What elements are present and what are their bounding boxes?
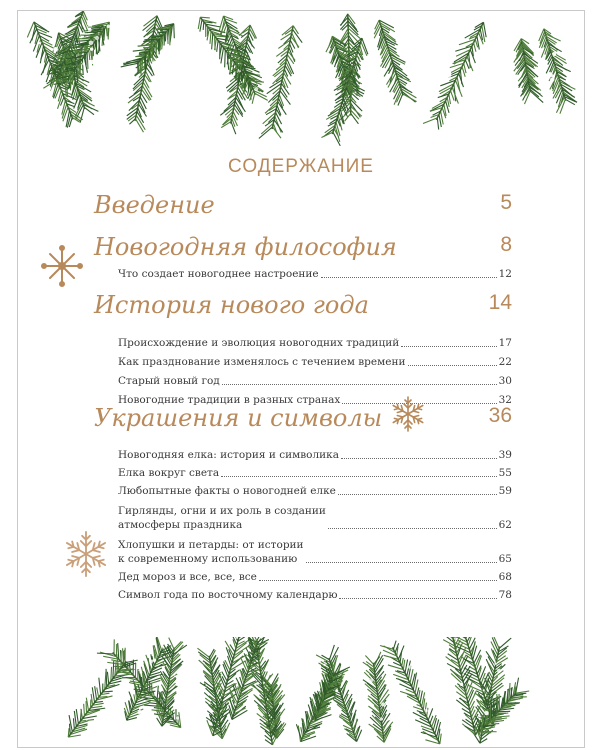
entry-page-number: 62 bbox=[498, 519, 512, 531]
leader-dots bbox=[338, 494, 497, 495]
leader-dots bbox=[321, 277, 497, 278]
entry-page-number: 78 bbox=[498, 589, 512, 601]
section-page-number: 36 bbox=[488, 404, 512, 427]
entry-title: Символ года по восточному календарю bbox=[118, 589, 338, 601]
leader-dots bbox=[341, 458, 497, 459]
section-title: История нового года bbox=[94, 291, 369, 319]
pine-garland-bottom bbox=[18, 637, 584, 747]
section-title: Введение bbox=[94, 191, 215, 219]
book-page bbox=[17, 10, 585, 748]
entry-title: Елка вокруг света bbox=[118, 467, 220, 479]
toc-entry[interactable] bbox=[118, 480, 512, 498]
entry-title: Хлопушки и петарды: от истории к современному использованию bbox=[118, 539, 304, 565]
leader-dots bbox=[259, 580, 497, 581]
toc-entry[interactable] bbox=[118, 331, 512, 350]
entry-title: Происхождение и эволюция новогодних традиций bbox=[118, 337, 400, 349]
toc-entry[interactable] bbox=[118, 566, 512, 584]
section-page-number: 8 bbox=[500, 233, 512, 256]
leader-dots bbox=[339, 598, 496, 599]
toc-entry[interactable] bbox=[118, 532, 512, 566]
entry-title: Любопытные факты о новогодней елке bbox=[118, 485, 336, 497]
entry-title: Старый новый год bbox=[118, 375, 220, 387]
section-page-number: 5 bbox=[500, 191, 512, 214]
section-page-number: 14 bbox=[488, 291, 512, 314]
entry-page-number: 12 bbox=[498, 268, 512, 280]
entry-title: Новогодняя елка: история и символика bbox=[118, 449, 339, 461]
section-heading[interactable] bbox=[94, 404, 512, 438]
toc-section bbox=[94, 191, 512, 225]
section-heading[interactable] bbox=[94, 291, 512, 325]
entry-page-number: 55 bbox=[498, 467, 512, 479]
toc-entry[interactable] bbox=[118, 584, 512, 602]
entry-title: Гирлянды, огни и их роль в создании атмосферы праздника bbox=[118, 505, 326, 531]
entry-title: Что создает новогоднее настроение bbox=[118, 268, 319, 280]
section-heading[interactable] bbox=[94, 191, 512, 225]
snowflake-icon bbox=[388, 394, 428, 434]
section-title: Украшения и символы bbox=[94, 404, 383, 432]
leader-dots bbox=[408, 365, 497, 366]
toc-section bbox=[94, 404, 512, 602]
toc-entry[interactable] bbox=[118, 369, 512, 388]
entry-title: Как празднование изменялось с течением времени bbox=[118, 356, 406, 368]
toc-entry[interactable] bbox=[118, 350, 512, 369]
section-title: Новогодняя философия bbox=[94, 233, 397, 261]
entry-page-number: 17 bbox=[498, 337, 512, 349]
entry-title: Новогодние традиции в разных странах bbox=[118, 394, 341, 406]
leader-dots bbox=[328, 528, 497, 529]
leader-dots bbox=[222, 384, 497, 385]
entry-page-number: 32 bbox=[498, 394, 512, 406]
pine-garland-top bbox=[18, 11, 584, 146]
toc-section bbox=[94, 291, 512, 407]
toc-entry[interactable] bbox=[118, 267, 512, 281]
toc-section bbox=[94, 233, 512, 281]
entry-page-number: 65 bbox=[498, 553, 512, 565]
entry-page-number: 68 bbox=[498, 571, 512, 583]
section-heading[interactable] bbox=[94, 233, 512, 267]
asterisk-star-icon bbox=[40, 244, 84, 288]
toc-entry[interactable] bbox=[118, 462, 512, 480]
toc-entry[interactable] bbox=[118, 498, 512, 532]
entry-page-number: 22 bbox=[498, 356, 512, 368]
entry-title: Дед мороз и все, все, все bbox=[118, 571, 257, 583]
toc-entry[interactable] bbox=[118, 444, 512, 462]
entry-page-number: 59 bbox=[498, 485, 512, 497]
leader-dots bbox=[401, 346, 496, 347]
leader-dots bbox=[221, 476, 497, 477]
entry-page-number: 30 bbox=[498, 375, 512, 387]
leader-dots bbox=[306, 562, 497, 563]
entry-page-number: 39 bbox=[498, 449, 512, 461]
snowflake-icon bbox=[60, 528, 112, 580]
toc-title: СОДЕРЖАНИЕ bbox=[228, 156, 374, 177]
